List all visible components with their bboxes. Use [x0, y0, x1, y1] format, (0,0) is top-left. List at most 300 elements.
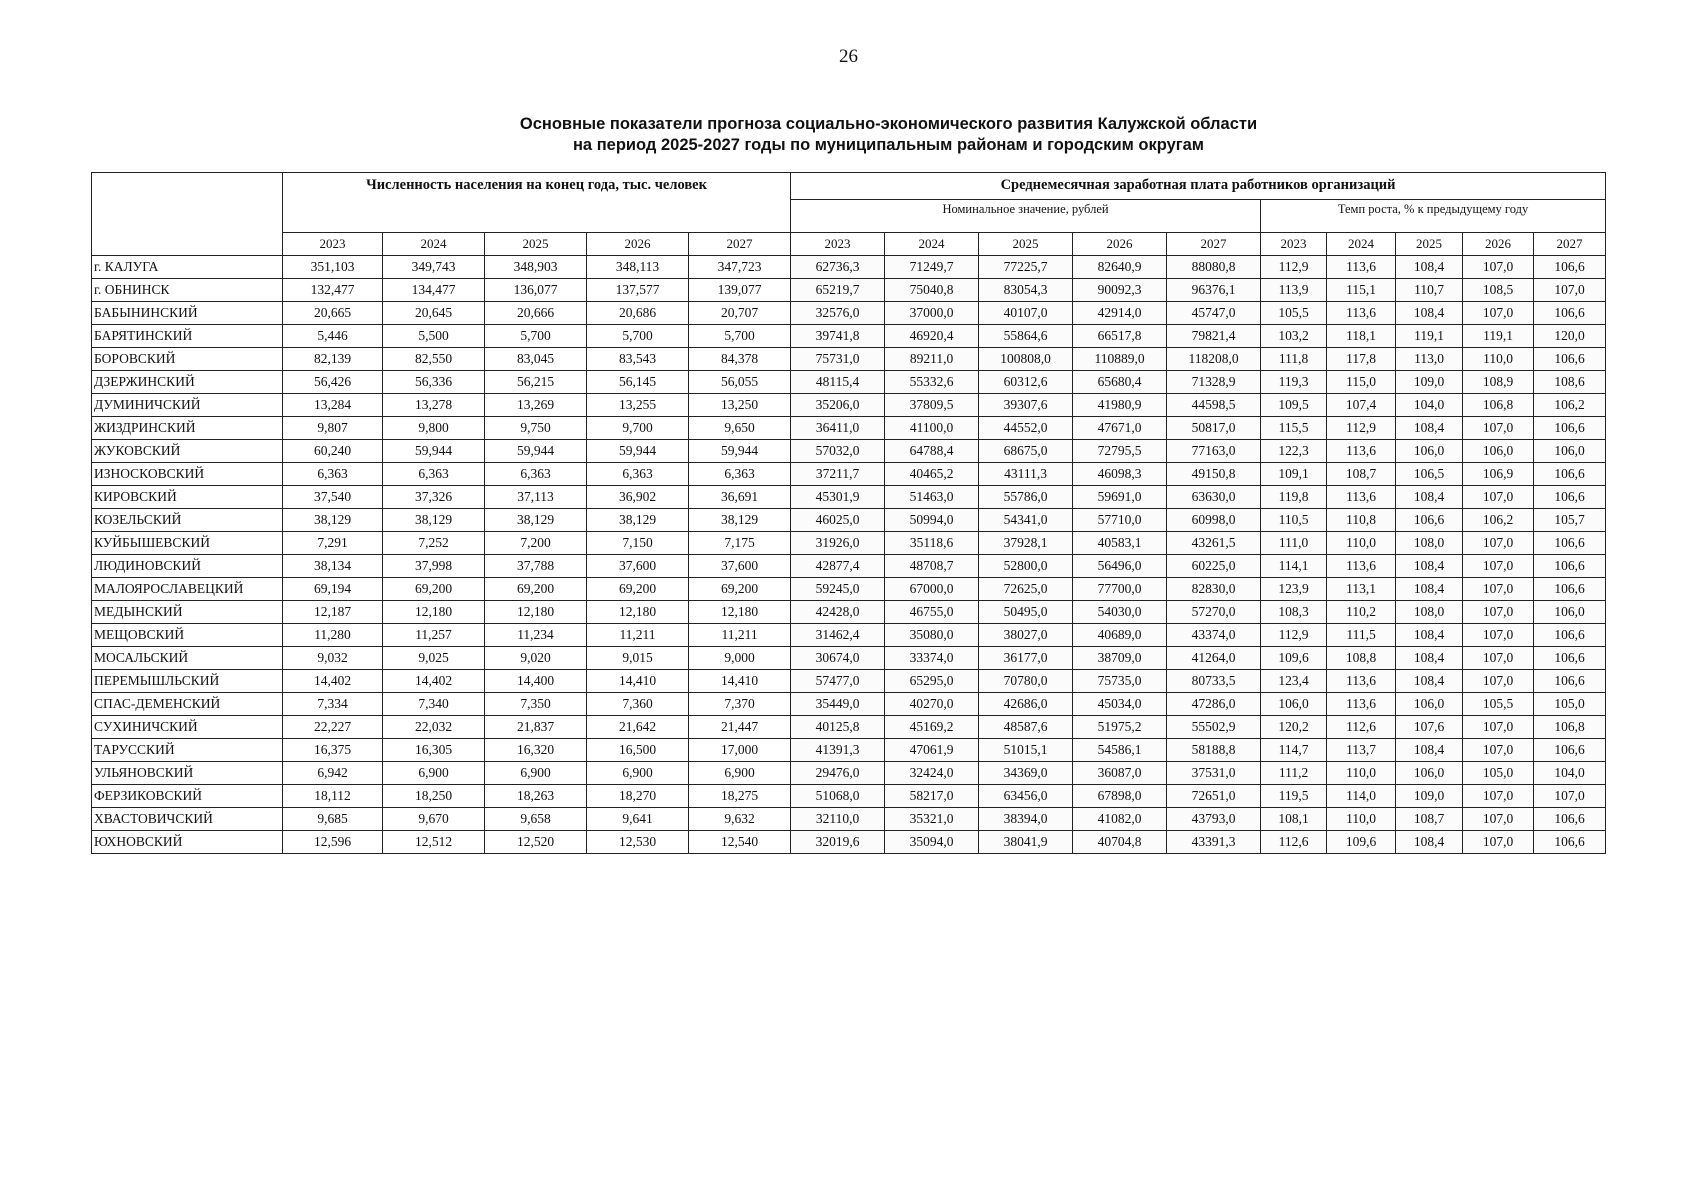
table-row [92, 463, 1606, 486]
population-cell: 84,378 [689, 348, 791, 371]
wage-cell: 77225,7 [979, 256, 1073, 279]
region-name: ЖИЗДРИНСКИЙ [92, 417, 283, 440]
population-cell: 7,291 [283, 532, 383, 555]
wage-cell: 57032,0 [791, 440, 885, 463]
population-cell: 11,234 [485, 624, 587, 647]
population-cell: 9,650 [689, 417, 791, 440]
region-name: БОРОВСКИЙ [92, 348, 283, 371]
population-cell: 36,902 [587, 486, 689, 509]
wage-cell: 32019,6 [791, 831, 885, 854]
year-header-population-2024: 2024 [383, 233, 485, 256]
population-cell: 13,255 [587, 394, 689, 417]
wage-cell: 72795,5 [1073, 440, 1167, 463]
wage-cell: 36411,0 [791, 417, 885, 440]
population-cell: 9,685 [283, 808, 383, 831]
wage-cell: 43374,0 [1167, 624, 1261, 647]
region-name: ЮХНОВСКИЙ [92, 831, 283, 854]
population-cell: 83,543 [587, 348, 689, 371]
population-cell: 18,270 [587, 785, 689, 808]
growth-cell: 109,0 [1396, 371, 1463, 394]
growth-cell: 113,9 [1261, 279, 1327, 302]
wage-cell: 58217,0 [885, 785, 979, 808]
wage-cell: 65680,4 [1073, 371, 1167, 394]
population-cell: 132,477 [283, 279, 383, 302]
population-cell: 11,280 [283, 624, 383, 647]
growth-cell: 106,6 [1534, 348, 1606, 371]
wage-cell: 47671,0 [1073, 417, 1167, 440]
wage-cell: 38709,0 [1073, 647, 1167, 670]
population-cell: 22,032 [383, 716, 485, 739]
wage-cell: 80733,5 [1167, 670, 1261, 693]
wage-cell: 67000,0 [885, 578, 979, 601]
population-cell: 18,250 [383, 785, 485, 808]
population-cell: 37,540 [283, 486, 383, 509]
population-cell: 5,446 [283, 325, 383, 348]
table-row [92, 555, 1606, 578]
population-cell: 82,139 [283, 348, 383, 371]
growth-cell: 111,2 [1261, 762, 1327, 785]
population-cell: 37,113 [485, 486, 587, 509]
growth-cell: 107,0 [1463, 486, 1534, 509]
region-name: КОЗЕЛЬСКИЙ [92, 509, 283, 532]
growth-cell: 109,5 [1261, 394, 1327, 417]
wage-cell: 77700,0 [1073, 578, 1167, 601]
growth-cell: 119,1 [1396, 325, 1463, 348]
growth-cell: 109,6 [1261, 647, 1327, 670]
population-cell: 20,707 [689, 302, 791, 325]
population-cell: 14,400 [485, 670, 587, 693]
wage-cell: 48587,6 [979, 716, 1073, 739]
growth-cell: 113,6 [1327, 256, 1396, 279]
population-cell: 5,500 [383, 325, 485, 348]
population-cell: 348,903 [485, 256, 587, 279]
page-number: 26 [839, 46, 858, 67]
growth-cell: 107,0 [1463, 670, 1534, 693]
population-cell: 7,360 [587, 693, 689, 716]
wage-cell: 31462,4 [791, 624, 885, 647]
population-cell: 69,200 [485, 578, 587, 601]
wage-cell: 37809,5 [885, 394, 979, 417]
population-cell: 18,263 [485, 785, 587, 808]
population-cell: 9,632 [689, 808, 791, 831]
year-header-growth-2023: 2023 [1261, 233, 1327, 256]
growth-cell: 105,0 [1534, 693, 1606, 716]
population-cell: 11,257 [383, 624, 485, 647]
wage-cell: 118208,0 [1167, 348, 1261, 371]
wage-cell: 70780,0 [979, 670, 1073, 693]
growth-cell: 110,0 [1327, 532, 1396, 555]
population-cell: 9,670 [383, 808, 485, 831]
table-row [92, 831, 1606, 854]
growth-cell: 106,8 [1463, 394, 1534, 417]
title-line-1: Основные показатели прогноза социально-экономического развития Калужской области [519, 115, 1258, 133]
population-cell: 60,240 [283, 440, 383, 463]
population-cell: 21,642 [587, 716, 689, 739]
population-cell: 5,700 [485, 325, 587, 348]
growth-cell: 112,9 [1261, 624, 1327, 647]
growth-cell: 107,0 [1463, 302, 1534, 325]
growth-cell: 107,0 [1534, 785, 1606, 808]
table-row [92, 670, 1606, 693]
population-cell: 7,200 [485, 532, 587, 555]
population-cell: 5,700 [689, 325, 791, 348]
wage-cell: 59245,0 [791, 578, 885, 601]
population-cell: 21,837 [485, 716, 587, 739]
population-cell: 38,129 [485, 509, 587, 532]
wage-cell: 96376,1 [1167, 279, 1261, 302]
population-cell: 9,015 [587, 647, 689, 670]
wage-cell: 42428,0 [791, 601, 885, 624]
table-row [92, 739, 1606, 762]
wage-cell: 55864,6 [979, 325, 1073, 348]
growth-cell: 108,4 [1396, 831, 1463, 854]
population-cell: 7,175 [689, 532, 791, 555]
growth-cell: 115,5 [1261, 417, 1327, 440]
population-cell: 18,112 [283, 785, 383, 808]
table-row [92, 440, 1606, 463]
growth-cell: 106,6 [1534, 256, 1606, 279]
growth-cell: 107,0 [1463, 601, 1534, 624]
wage-cell: 43261,5 [1167, 532, 1261, 555]
population-cell: 14,410 [689, 670, 791, 693]
population-cell: 14,410 [587, 670, 689, 693]
year-header-growth-2026: 2026 [1463, 233, 1534, 256]
wage-cell: 60998,0 [1167, 509, 1261, 532]
growth-cell: 113,6 [1327, 555, 1396, 578]
wage-cell: 39307,6 [979, 394, 1073, 417]
region-header-cell [92, 173, 283, 256]
wage-cell: 44598,5 [1167, 394, 1261, 417]
growth-cell: 108,4 [1396, 624, 1463, 647]
growth-cell: 107,0 [1463, 716, 1534, 739]
growth-cell: 113,6 [1327, 670, 1396, 693]
wage-cell: 30674,0 [791, 647, 885, 670]
wage-cell: 43391,3 [1167, 831, 1261, 854]
growth-cell: 106,0 [1534, 440, 1606, 463]
growth-cell: 108,4 [1396, 578, 1463, 601]
year-header-row [92, 233, 1606, 256]
growth-cell: 115,1 [1327, 279, 1396, 302]
population-cell: 7,150 [587, 532, 689, 555]
population-cell: 37,600 [689, 555, 791, 578]
population-cell: 11,211 [587, 624, 689, 647]
population-cell: 18,275 [689, 785, 791, 808]
growth-cell: 106,0 [1463, 440, 1534, 463]
title-line-2: на период 2025-2027 годы по муниципальным районам и городским округам [572, 136, 1205, 154]
table-row [92, 647, 1606, 670]
population-cell: 37,326 [383, 486, 485, 509]
table-row [92, 601, 1606, 624]
growth-cell: 106,2 [1534, 394, 1606, 417]
population-cell: 59,944 [383, 440, 485, 463]
table-row [92, 348, 1606, 371]
wage-cell: 42686,0 [979, 693, 1073, 716]
growth-cell: 106,0 [1261, 693, 1327, 716]
growth-cell: 108,1 [1261, 808, 1327, 831]
growth-cell: 108,9 [1463, 371, 1534, 394]
wage-cell: 43111,3 [979, 463, 1073, 486]
population-cell: 6,900 [689, 762, 791, 785]
population-cell: 56,145 [587, 371, 689, 394]
wage-cell: 43793,0 [1167, 808, 1261, 831]
year-header-growth-2025: 2025 [1396, 233, 1463, 256]
wage-cell: 40465,2 [885, 463, 979, 486]
growth-cell: 107,0 [1463, 578, 1534, 601]
region-name: СУХИНИЧСКИЙ [92, 716, 283, 739]
population-cell: 56,426 [283, 371, 383, 394]
region-name: СПАС-ДЕМЕНСКИЙ [92, 693, 283, 716]
wage-cell: 40704,8 [1073, 831, 1167, 854]
wage-cell: 41264,0 [1167, 647, 1261, 670]
wage-cell: 72651,0 [1167, 785, 1261, 808]
wage-cell: 32110,0 [791, 808, 885, 831]
growth-cell: 106,6 [1534, 808, 1606, 831]
wage-cell: 50817,0 [1167, 417, 1261, 440]
wage-cell: 83054,3 [979, 279, 1073, 302]
population-cell: 6,363 [689, 463, 791, 486]
table-row [92, 808, 1606, 831]
wage-cell: 51015,1 [979, 739, 1073, 762]
wage-cell: 72625,0 [979, 578, 1073, 601]
population-cell: 9,807 [283, 417, 383, 440]
region-name: КУЙБЫШЕВСКИЙ [92, 532, 283, 555]
growth-cell: 110,8 [1327, 509, 1396, 532]
wage-cell: 110889,0 [1073, 348, 1167, 371]
growth-cell: 106,6 [1534, 417, 1606, 440]
population-cell: 14,402 [383, 670, 485, 693]
wage-cell: 54341,0 [979, 509, 1073, 532]
growth-cell: 118,1 [1327, 325, 1396, 348]
wage-cell: 51463,0 [885, 486, 979, 509]
table-row [92, 486, 1606, 509]
wage-cell: 55332,6 [885, 371, 979, 394]
population-cell: 6,363 [485, 463, 587, 486]
growth-cell: 110,0 [1463, 348, 1534, 371]
population-cell: 6,363 [283, 463, 383, 486]
wage-cell: 50994,0 [885, 509, 979, 532]
table-row [92, 371, 1606, 394]
growth-cell: 107,0 [1463, 532, 1534, 555]
wage-cell: 48708,7 [885, 555, 979, 578]
growth-cell: 108,7 [1327, 463, 1396, 486]
growth-cell: 119,8 [1261, 486, 1327, 509]
growth-cell: 107,0 [1463, 785, 1534, 808]
document-title [0, 114, 1697, 156]
growth-cell: 104,0 [1396, 394, 1463, 417]
growth-cell: 105,5 [1463, 693, 1534, 716]
population-cell: 59,944 [485, 440, 587, 463]
growth-cell: 106,5 [1396, 463, 1463, 486]
region-name: БАРЯТИНСКИЙ [92, 325, 283, 348]
growth-cell: 114,7 [1261, 739, 1327, 762]
population-cell: 36,691 [689, 486, 791, 509]
wage-cell: 59691,0 [1073, 486, 1167, 509]
growth-cell: 110,0 [1327, 762, 1396, 785]
growth-cell: 106,0 [1396, 762, 1463, 785]
population-cell: 7,334 [283, 693, 383, 716]
population-cell: 37,600 [587, 555, 689, 578]
growth-cell: 107,6 [1396, 716, 1463, 739]
growth-cell: 106,6 [1534, 532, 1606, 555]
growth-cell: 108,3 [1261, 601, 1327, 624]
wage-cell: 37928,1 [979, 532, 1073, 555]
population-cell: 16,500 [587, 739, 689, 762]
population-cell: 56,336 [383, 371, 485, 394]
growth-cell: 108,6 [1534, 371, 1606, 394]
growth-cell: 106,6 [1534, 831, 1606, 854]
table-row [92, 509, 1606, 532]
population-cell: 9,658 [485, 808, 587, 831]
population-cell: 139,077 [689, 279, 791, 302]
growth-cell: 107,0 [1463, 555, 1534, 578]
wage-cell: 47061,9 [885, 739, 979, 762]
growth-cell: 108,4 [1396, 486, 1463, 509]
growth-cell: 112,6 [1261, 831, 1327, 854]
growth-cell: 119,3 [1261, 371, 1327, 394]
growth-cell: 123,4 [1261, 670, 1327, 693]
growth-cell: 110,5 [1261, 509, 1327, 532]
population-cell: 136,077 [485, 279, 587, 302]
wage-cell: 45301,9 [791, 486, 885, 509]
wage-cell: 46920,4 [885, 325, 979, 348]
growth-cell: 107,0 [1534, 279, 1606, 302]
growth-cell: 103,2 [1261, 325, 1327, 348]
growth-cell: 109,0 [1396, 785, 1463, 808]
population-cell: 349,743 [383, 256, 485, 279]
growth-cell: 108,4 [1396, 647, 1463, 670]
population-cell: 9,032 [283, 647, 383, 670]
wage-cell: 54030,0 [1073, 601, 1167, 624]
wage-cell: 36087,0 [1073, 762, 1167, 785]
region-name: БАБЫНИНСКИЙ [92, 302, 283, 325]
growth-cell: 106,0 [1396, 440, 1463, 463]
wage-cell: 34369,0 [979, 762, 1073, 785]
growth-cell: 107,0 [1463, 417, 1534, 440]
wage-cell: 71328,9 [1167, 371, 1261, 394]
growth-cell: 106,6 [1396, 509, 1463, 532]
wage-cell: 29476,0 [791, 762, 885, 785]
population-cell: 69,200 [689, 578, 791, 601]
population-cell: 12,180 [689, 601, 791, 624]
population-cell: 12,596 [283, 831, 383, 854]
region-name: г. КАЛУГА [92, 256, 283, 279]
population-cell: 12,512 [383, 831, 485, 854]
table-row [92, 578, 1606, 601]
population-header: Численность населения на конец года, тыс. человек [283, 173, 791, 233]
year-header-growth-2024: 2024 [1327, 233, 1396, 256]
population-cell: 9,020 [485, 647, 587, 670]
population-cell: 22,227 [283, 716, 383, 739]
wage-cell: 41980,9 [1073, 394, 1167, 417]
growth-cell: 108,4 [1396, 739, 1463, 762]
wage-cell: 51975,2 [1073, 716, 1167, 739]
population-cell: 7,252 [383, 532, 485, 555]
growth-cell: 109,1 [1261, 463, 1327, 486]
population-cell: 9,700 [587, 417, 689, 440]
growth-cell: 114,0 [1327, 785, 1396, 808]
region-name: ФЕРЗИКОВСКИЙ [92, 785, 283, 808]
growth-cell: 106,8 [1534, 716, 1606, 739]
growth-cell: 108,4 [1396, 417, 1463, 440]
wage-cell: 31926,0 [791, 532, 885, 555]
table-row [92, 762, 1606, 785]
growth-cell: 106,6 [1534, 624, 1606, 647]
growth-cell: 115,0 [1327, 371, 1396, 394]
wage-cell: 46755,0 [885, 601, 979, 624]
nominal-header: Номинальное значение, рублей [791, 200, 1261, 233]
population-cell: 6,942 [283, 762, 383, 785]
population-cell: 12,187 [283, 601, 383, 624]
population-cell: 59,944 [587, 440, 689, 463]
population-cell: 11,211 [689, 624, 791, 647]
population-cell: 12,530 [587, 831, 689, 854]
population-cell: 21,447 [689, 716, 791, 739]
wage-cell: 66517,8 [1073, 325, 1167, 348]
wage-cell: 37531,0 [1167, 762, 1261, 785]
wage-cell: 54586,1 [1073, 739, 1167, 762]
region-name: ХВАСТОВИЧСКИЙ [92, 808, 283, 831]
growth-cell: 123,9 [1261, 578, 1327, 601]
population-cell: 12,540 [689, 831, 791, 854]
wage-cell: 90092,3 [1073, 279, 1167, 302]
population-cell: 13,278 [383, 394, 485, 417]
population-cell: 9,750 [485, 417, 587, 440]
wage-cell: 45747,0 [1167, 302, 1261, 325]
population-cell: 13,269 [485, 394, 587, 417]
region-name: г. ОБНИНСК [92, 279, 283, 302]
growth-cell: 110,7 [1396, 279, 1463, 302]
wage-cell: 77163,0 [1167, 440, 1261, 463]
growth-cell: 112,9 [1261, 256, 1327, 279]
wage-cell: 38394,0 [979, 808, 1073, 831]
region-name: КИРОВСКИЙ [92, 486, 283, 509]
population-cell: 69,200 [383, 578, 485, 601]
growth-cell: 112,9 [1327, 417, 1396, 440]
population-cell: 69,194 [283, 578, 383, 601]
growth-cell: 119,5 [1261, 785, 1327, 808]
population-cell: 348,113 [587, 256, 689, 279]
growth-cell: 112,6 [1327, 716, 1396, 739]
region-name: ЛЮДИНОВСКИЙ [92, 555, 283, 578]
year-header-growth-2027: 2027 [1534, 233, 1606, 256]
wage-cell: 51068,0 [791, 785, 885, 808]
population-cell: 17,000 [689, 739, 791, 762]
population-cell: 56,055 [689, 371, 791, 394]
wage-cell: 46025,0 [791, 509, 885, 532]
growth-cell: 106,6 [1534, 739, 1606, 762]
growth-cell: 106,6 [1534, 578, 1606, 601]
growth-cell: 107,0 [1463, 647, 1534, 670]
population-cell: 13,284 [283, 394, 383, 417]
region-name: УЛЬЯНОВСКИЙ [92, 762, 283, 785]
wage-cell: 60312,6 [979, 371, 1073, 394]
population-cell: 347,723 [689, 256, 791, 279]
wage-cell: 35206,0 [791, 394, 885, 417]
population-cell: 6,900 [587, 762, 689, 785]
population-cell: 56,215 [485, 371, 587, 394]
wage-cell: 75731,0 [791, 348, 885, 371]
wage-cell: 46098,3 [1073, 463, 1167, 486]
wage-cell: 32424,0 [885, 762, 979, 785]
forecast-table [91, 172, 1606, 854]
wage-cell: 65219,7 [791, 279, 885, 302]
population-cell: 9,800 [383, 417, 485, 440]
growth-cell: 113,0 [1396, 348, 1463, 371]
region-name: МЕДЫНСКИЙ [92, 601, 283, 624]
population-cell: 12,520 [485, 831, 587, 854]
growth-cell: 104,0 [1534, 762, 1606, 785]
growth-cell: 108,0 [1396, 601, 1463, 624]
